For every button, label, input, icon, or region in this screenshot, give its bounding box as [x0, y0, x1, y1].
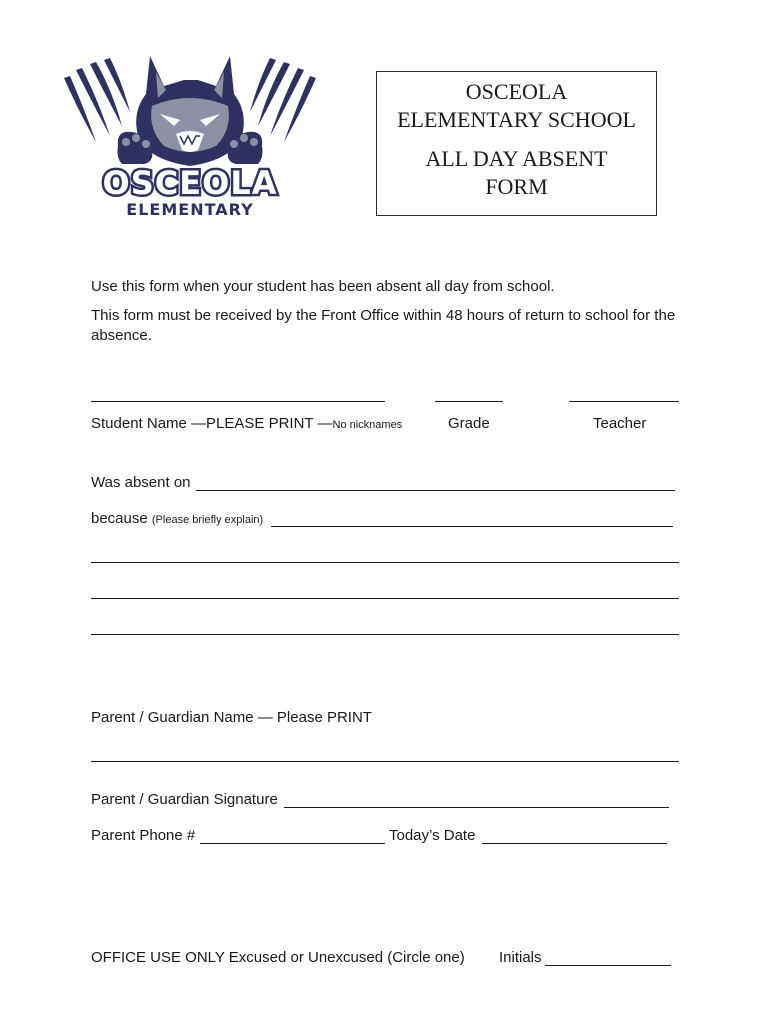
- student-name-label: [91, 414, 402, 435]
- explanation-line-2[interactable]: [91, 598, 679, 599]
- signature-label: Parent / Guardian Signature: [91, 791, 278, 808]
- title-box: [376, 71, 657, 216]
- parent-name-label: Parent / Guardian Name — Please PRINT: [91, 709, 372, 726]
- form-title-line2: FORM: [485, 174, 548, 199]
- office-use-label: OFFICE USE ONLY Excused or Unexcused (Circle one): [91, 949, 465, 966]
- phone-field[interactable]: [200, 843, 385, 844]
- initials-label: Initials: [499, 949, 542, 966]
- teacher-field[interactable]: [569, 401, 679, 402]
- school-name-line1: OSCEOLA: [465, 79, 568, 104]
- initials-field[interactable]: [545, 965, 671, 966]
- explanation-line-1[interactable]: [91, 562, 679, 563]
- phone-label: Parent Phone #: [91, 827, 196, 844]
- grade-label: Grade: [448, 415, 490, 432]
- form-title: [377, 145, 656, 201]
- absent-on-field[interactable]: [196, 490, 675, 491]
- logo-wordmark-top: OSCEOLA: [102, 164, 278, 202]
- teacher-label: Teacher: [593, 415, 647, 432]
- todays-date-field[interactable]: [482, 843, 667, 844]
- because-label-text: because: [91, 510, 148, 527]
- absent-on-label: Was absent on: [91, 474, 191, 491]
- because-field[interactable]: [271, 526, 673, 527]
- todays-date-label: Today’s Date: [389, 827, 476, 844]
- explanation-line-3[interactable]: [91, 634, 679, 635]
- because-label: [91, 509, 263, 530]
- school-name: [377, 78, 656, 134]
- student-name-label-text: Student Name —PLEASE PRINT —: [91, 415, 333, 432]
- logo-wordmark-bottom: ELEMENTARY: [126, 200, 254, 219]
- student-name-field[interactable]: [91, 401, 385, 402]
- signature-field[interactable]: [284, 807, 669, 808]
- instruction-line-1: Use this form when your student has been absent all day from school.: [91, 278, 555, 295]
- osceola-bobcat-logo: [56, 50, 324, 220]
- because-note: (Please briefly explain): [151, 514, 264, 526]
- school-name-line2: ELEMENTARY SCHOOL: [397, 107, 636, 132]
- instruction-line-2: This form must be received by the Front Office within 48 hours of return to school for the absence.: [91, 307, 676, 344]
- no-nicknames-note: No nicknames: [332, 419, 403, 431]
- grade-field[interactable]: [435, 401, 503, 402]
- parent-name-field[interactable]: [91, 761, 679, 762]
- form-title-line1: ALL DAY ABSENT: [425, 146, 608, 171]
